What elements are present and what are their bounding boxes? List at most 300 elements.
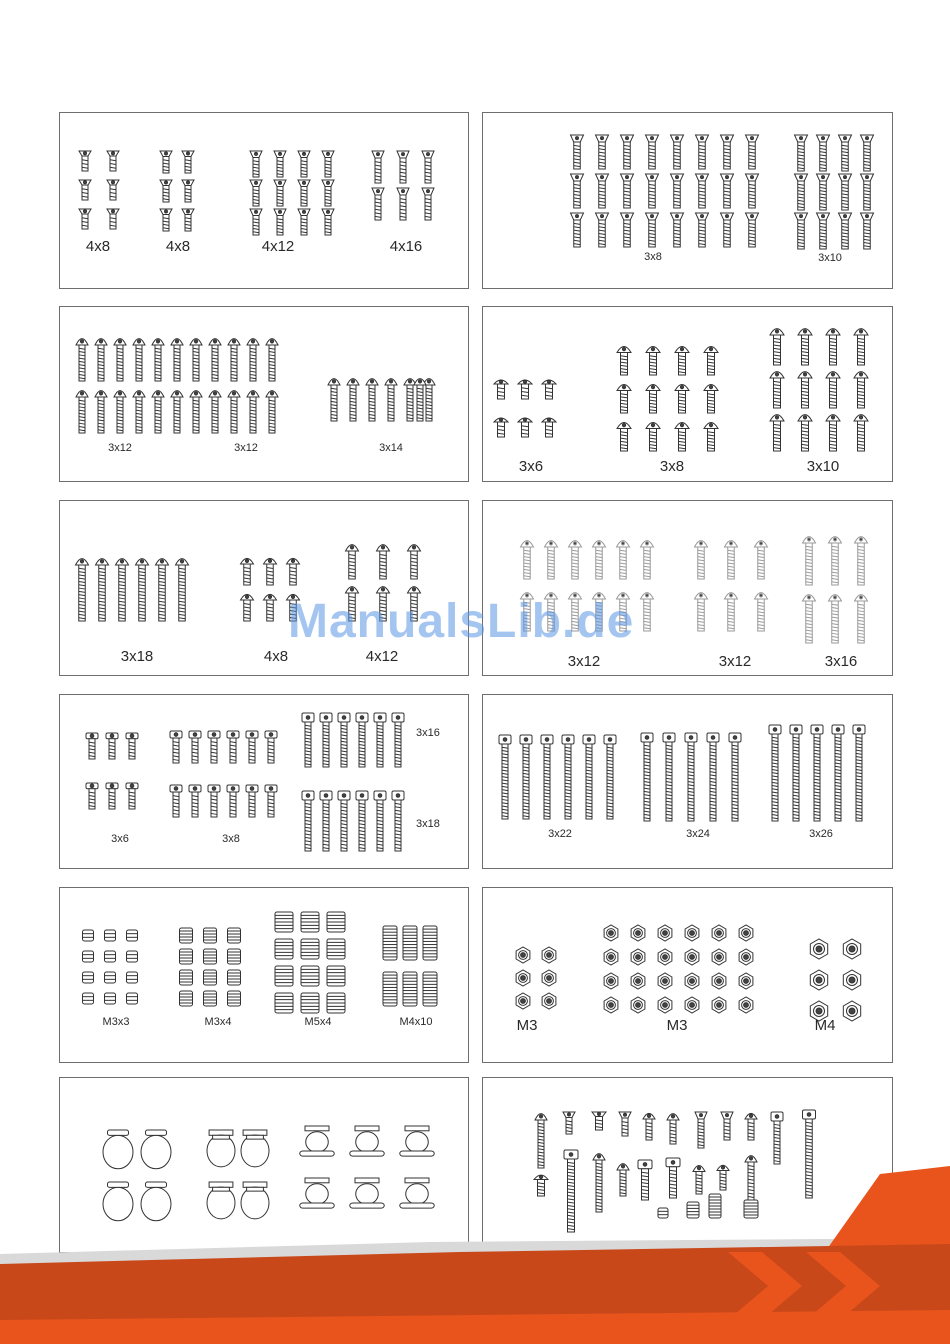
screw-icon [209, 339, 221, 381]
screw-icon [839, 174, 852, 210]
screw-icon [114, 391, 126, 433]
set-screw-icon [423, 926, 437, 960]
screw-icon [320, 791, 332, 851]
screw-icon [755, 593, 768, 631]
set-screw-icon [127, 972, 138, 983]
set-screw-icon [228, 970, 241, 985]
set-screw-icon [83, 930, 94, 941]
screw-icon [545, 541, 558, 579]
label-m3x4: M3x4 [204, 1016, 232, 1028]
screw-icon [171, 391, 183, 433]
screw-icon [338, 713, 350, 767]
screw-icon [803, 537, 816, 585]
screw-icon [95, 391, 107, 433]
parts-panel-8 [482, 694, 893, 869]
set-screw-icon [403, 972, 417, 1006]
screw-icon [621, 213, 634, 247]
lock-nut-icon [658, 925, 672, 941]
screw-icon [696, 174, 709, 208]
screw-icon [798, 415, 812, 451]
screw-icon [621, 174, 634, 208]
screw-icon [227, 731, 239, 763]
screw-icon [675, 385, 689, 414]
screw-icon [152, 391, 164, 433]
screw-icon [246, 785, 258, 817]
label-3x8: 3x8 [659, 458, 685, 475]
set-screw-icon [83, 951, 94, 962]
screw-icon [170, 731, 182, 763]
set-screw-icon [127, 993, 138, 1004]
screw-icon [641, 541, 654, 579]
screw-icon [593, 541, 606, 579]
lock-nut-icon [658, 997, 672, 1013]
label-m4x10: M4x10 [399, 1016, 433, 1028]
screw-icon [854, 372, 868, 408]
screw-group-drawing [60, 113, 469, 289]
screw-icon [266, 339, 278, 381]
set-screw-icon [423, 972, 437, 1006]
screw-icon [114, 339, 126, 381]
screw-icon [746, 135, 759, 169]
screw-icon [696, 135, 709, 169]
screw-icon [374, 713, 386, 767]
screw-icon [298, 209, 310, 235]
lock-nut-icon [658, 949, 672, 965]
screw-icon [617, 423, 631, 452]
set-screw-icon [83, 972, 94, 983]
screw-icon [704, 423, 718, 452]
screw-icon [302, 713, 314, 767]
screw-icon [126, 733, 138, 759]
screw-icon [397, 188, 409, 220]
screw-icon [265, 731, 277, 763]
screw-icon [107, 180, 119, 200]
screw-icon [817, 213, 830, 249]
screw-icon [133, 339, 145, 381]
lock-nut-icon [712, 997, 726, 1013]
screw-icon [646, 423, 660, 452]
screw-icon [583, 735, 595, 819]
label-3x10: 3x10 [806, 458, 840, 475]
screw-icon [770, 415, 784, 451]
screw-icon [853, 725, 865, 821]
screw-icon [228, 391, 240, 433]
screw-icon [685, 733, 697, 821]
label-m5x4: M5x4 [304, 1016, 332, 1028]
screw-icon [241, 594, 254, 621]
screw-icon [126, 783, 138, 809]
lock-nut-icon [631, 949, 645, 965]
watermark: ManualsLib.de [288, 595, 635, 648]
screw-icon [247, 391, 259, 433]
set-screw-icon [301, 993, 319, 1013]
screw-icon [190, 391, 202, 433]
screw-icon [725, 593, 738, 631]
screw-icon [729, 733, 741, 821]
set-screw-icon [275, 939, 293, 959]
screw-icon [832, 725, 844, 821]
screw-icon [385, 379, 397, 421]
screw-icon [518, 418, 532, 437]
screw-icon [160, 151, 172, 173]
screw-icon [322, 151, 334, 177]
screw-icon [798, 329, 812, 365]
screw-icon [298, 180, 310, 206]
screw-icon [328, 379, 340, 421]
lock-nut-icon [604, 925, 618, 941]
screw-icon [228, 339, 240, 381]
screw-icon [208, 731, 220, 763]
lock-nut-icon [604, 973, 618, 989]
screw-icon [274, 209, 286, 235]
label-m3-a: M3 [516, 1017, 538, 1034]
screw-icon [322, 209, 334, 235]
screw-icon [795, 213, 808, 249]
screw-icon [695, 1112, 707, 1148]
screw-icon [769, 725, 781, 821]
screw-icon [646, 385, 660, 414]
screw-icon [422, 151, 434, 183]
set-screw-icon [327, 912, 345, 932]
parts-panel-4 [482, 306, 893, 482]
screw-icon [274, 180, 286, 206]
screw-icon [854, 415, 868, 451]
screw-icon [266, 391, 278, 433]
screw-icon [156, 559, 169, 621]
lock-nut-icon [739, 973, 753, 989]
screw-icon [356, 791, 368, 851]
screw-icon [704, 385, 718, 414]
screw-icon [795, 135, 808, 171]
lock-nut-icon [516, 993, 530, 1009]
screw-icon [392, 791, 404, 851]
screw-group-drawing [483, 501, 893, 676]
label-3x8: 3x8 [644, 251, 662, 263]
parts-panel-5 [59, 500, 469, 676]
screw-icon [170, 785, 182, 817]
screw-icon [641, 593, 654, 631]
screw-icon [190, 339, 202, 381]
screw-icon [817, 174, 830, 210]
screw-icon [182, 180, 194, 202]
screw-icon [366, 379, 378, 421]
screw-icon [79, 209, 91, 229]
parts-panel-6 [482, 500, 893, 676]
screw-icon [347, 379, 359, 421]
lock-nut-icon [685, 925, 699, 941]
screw-icon [250, 209, 262, 235]
screw-icon [811, 725, 823, 821]
screw-icon [521, 541, 534, 579]
screw-icon [619, 1112, 631, 1136]
label-4x8-b: 4x8 [165, 238, 191, 255]
screw-icon [817, 135, 830, 171]
label-4x12: 4x12 [261, 238, 295, 255]
set-screw-icon [383, 926, 397, 960]
lock-nut-icon [843, 970, 860, 990]
screw-icon [408, 545, 421, 579]
lock-nut-icon [739, 949, 753, 965]
screw-icon [646, 135, 659, 169]
screw-icon [745, 1113, 757, 1140]
screw-icon [746, 213, 759, 247]
lock-nut-icon [843, 1001, 860, 1021]
screw-icon [372, 151, 384, 183]
screw-icon [414, 379, 426, 421]
screw-icon [861, 213, 874, 249]
screw-icon [641, 733, 653, 821]
screw-icon [208, 785, 220, 817]
label-3x26: 3x26 [809, 828, 833, 840]
label-m3-b: M3 [666, 1017, 688, 1034]
screw-icon [839, 213, 852, 249]
parts-panel-3 [59, 306, 469, 482]
screw-icon [790, 725, 802, 821]
screw-icon [377, 545, 390, 579]
screw-icon [771, 1112, 783, 1164]
label-4x8-a: 4x8 [85, 238, 111, 255]
screw-icon [374, 791, 386, 851]
label-3x18: 3x18 [120, 648, 154, 665]
screw-icon [95, 339, 107, 381]
screw-icon [106, 733, 118, 759]
set-screw-icon [180, 991, 193, 1006]
set-screw-icon [204, 949, 217, 964]
set-screw-icon [105, 993, 116, 1004]
screw-icon [826, 372, 840, 408]
screw-icon [107, 209, 119, 229]
set-screw-icon [327, 966, 345, 986]
screw-icon [107, 151, 119, 171]
screw-icon [79, 151, 91, 171]
label-m4: M4 [814, 1017, 836, 1034]
parts-panel-1 [59, 112, 469, 289]
screw-group-drawing [483, 307, 893, 482]
parts-panel-9 [59, 887, 469, 1063]
screw-icon [592, 1112, 606, 1130]
set-screw-icon [301, 939, 319, 959]
set-screw-icon [83, 993, 94, 1004]
screw-icon [675, 347, 689, 376]
lock-nut-icon [712, 949, 726, 965]
screw-icon [855, 595, 868, 643]
screw-icon [571, 174, 584, 208]
screw-icon [604, 735, 616, 819]
screw-icon [721, 1112, 733, 1140]
screw-icon [542, 380, 556, 399]
screw-icon [298, 151, 310, 177]
screw-icon [189, 785, 201, 817]
screw-icon [675, 423, 689, 452]
set-screw-icon [275, 966, 293, 986]
set-screw-icon [228, 928, 241, 943]
screw-icon [76, 391, 88, 433]
screw-icon [518, 380, 532, 399]
set-screw-drawing [60, 888, 469, 1063]
screw-icon [861, 174, 874, 210]
screw-icon [209, 391, 221, 433]
lock-nut-icon [631, 997, 645, 1013]
set-screw-icon [301, 966, 319, 986]
lock-nut-icon [739, 925, 753, 941]
label-3x6: 3x6 [111, 833, 129, 845]
label-4x12: 4x12 [365, 648, 399, 665]
set-screw-icon [383, 972, 397, 1006]
screw-icon [392, 713, 404, 767]
screw-icon [86, 733, 98, 759]
set-screw-icon [327, 939, 345, 959]
screw-icon [663, 733, 675, 821]
lock-nut-icon [810, 939, 827, 959]
screw-icon [241, 558, 254, 585]
screw-icon [671, 213, 684, 247]
screw-icon [803, 595, 816, 643]
screw-icon [839, 135, 852, 171]
lock-nut-icon [604, 949, 618, 965]
label-3x22: 3x22 [548, 828, 572, 840]
parts-panel-10 [482, 887, 893, 1063]
screw-icon [617, 347, 631, 376]
label-4x8: 4x8 [263, 648, 289, 665]
screw-icon [397, 151, 409, 183]
screw-icon [643, 1113, 655, 1140]
label-3x16: 3x16 [416, 727, 440, 739]
lock-nut-icon [516, 947, 530, 963]
screw-icon [136, 559, 149, 621]
screw-icon [646, 174, 659, 208]
screw-group-drawing [60, 307, 469, 482]
screw-icon [372, 188, 384, 220]
label-3x12-b: 3x12 [234, 442, 258, 454]
ball-joint-icon [300, 1126, 335, 1156]
screw-icon [571, 135, 584, 169]
label-3x14: 3x14 [379, 442, 403, 454]
set-screw-icon [301, 912, 319, 932]
screw-icon [596, 213, 609, 247]
label-3x12-a: 3x12 [108, 442, 132, 454]
set-screw-icon [403, 926, 417, 960]
screw-icon [671, 174, 684, 208]
screw-icon [338, 791, 350, 851]
screw-icon [133, 391, 145, 433]
screw-icon [264, 558, 277, 585]
screw-icon [346, 545, 359, 579]
screw-icon [287, 558, 300, 585]
screw-icon [264, 594, 277, 621]
label-3x24: 3x24 [686, 828, 710, 840]
label-m3x3: M3x3 [102, 1016, 130, 1028]
screw-icon [79, 180, 91, 200]
screw-icon [250, 180, 262, 206]
lock-nut-icon [685, 973, 699, 989]
lock-nut-icon [658, 973, 672, 989]
screw-icon [182, 209, 194, 231]
screw-icon [721, 135, 734, 169]
screw-icon [617, 385, 631, 414]
label-3x8: 3x8 [222, 833, 240, 845]
screw-icon [160, 180, 172, 202]
screw-icon [116, 559, 129, 621]
screw-icon [422, 188, 434, 220]
set-screw-icon [327, 993, 345, 1013]
screw-icon [617, 541, 630, 579]
screw-icon [795, 174, 808, 210]
screw-icon [76, 559, 89, 621]
screw-icon [621, 135, 634, 169]
screw-icon [704, 347, 718, 376]
lock-nut-drawing [483, 888, 893, 1063]
lock-nut-icon [631, 925, 645, 941]
set-screw-icon [228, 949, 241, 964]
screw-icon [227, 785, 239, 817]
screw-icon [356, 713, 368, 767]
label-3x6: 3x6 [518, 458, 544, 475]
screw-icon [826, 415, 840, 451]
set-screw-icon [204, 970, 217, 985]
screw-icon [494, 380, 508, 399]
screw-icon [855, 537, 868, 585]
set-screw-icon [127, 930, 138, 941]
screw-icon [152, 339, 164, 381]
screw-icon [322, 180, 334, 206]
set-screw-icon [228, 991, 241, 1006]
screw-icon [302, 791, 314, 851]
screw-icon [755, 541, 768, 579]
label-3x12-b: 3x12 [718, 653, 752, 670]
screw-icon [829, 537, 842, 585]
screw-icon [707, 733, 719, 821]
screw-icon [189, 731, 201, 763]
lock-nut-icon [631, 973, 645, 989]
screw-icon [320, 713, 332, 767]
lock-nut-icon [542, 947, 556, 963]
screw-icon [563, 1112, 575, 1134]
screw-icon [798, 372, 812, 408]
lock-nut-icon [685, 949, 699, 965]
screw-icon [696, 213, 709, 247]
screw-icon [86, 783, 98, 809]
set-screw-icon [275, 993, 293, 1013]
screw-icon [274, 151, 286, 177]
lock-nut-icon [604, 997, 618, 1013]
parts-panel-2 [482, 112, 893, 289]
label-3x16: 3x16 [824, 653, 858, 670]
lock-nut-icon [685, 997, 699, 1013]
label-3x18: 3x18 [416, 818, 440, 830]
screw-icon [770, 329, 784, 365]
label-3x12-a: 3x12 [567, 653, 601, 670]
screw-icon [829, 595, 842, 643]
set-screw-icon [105, 951, 116, 962]
screw-icon [541, 735, 553, 819]
screw-icon [250, 151, 262, 177]
lock-nut-icon [542, 970, 556, 986]
screw-icon [725, 541, 738, 579]
screw-icon [571, 213, 584, 247]
set-screw-icon [204, 928, 217, 943]
screw-icon [770, 372, 784, 408]
set-screw-icon [180, 970, 193, 985]
lock-nut-icon [739, 997, 753, 1013]
screw-icon [854, 329, 868, 365]
screw-icon [695, 593, 708, 631]
screw-icon [569, 541, 582, 579]
screw-group-drawing [483, 695, 893, 869]
lock-nut-icon [542, 993, 556, 1009]
screw-icon [182, 151, 194, 173]
screw-icon [861, 135, 874, 171]
screw-icon [646, 213, 659, 247]
